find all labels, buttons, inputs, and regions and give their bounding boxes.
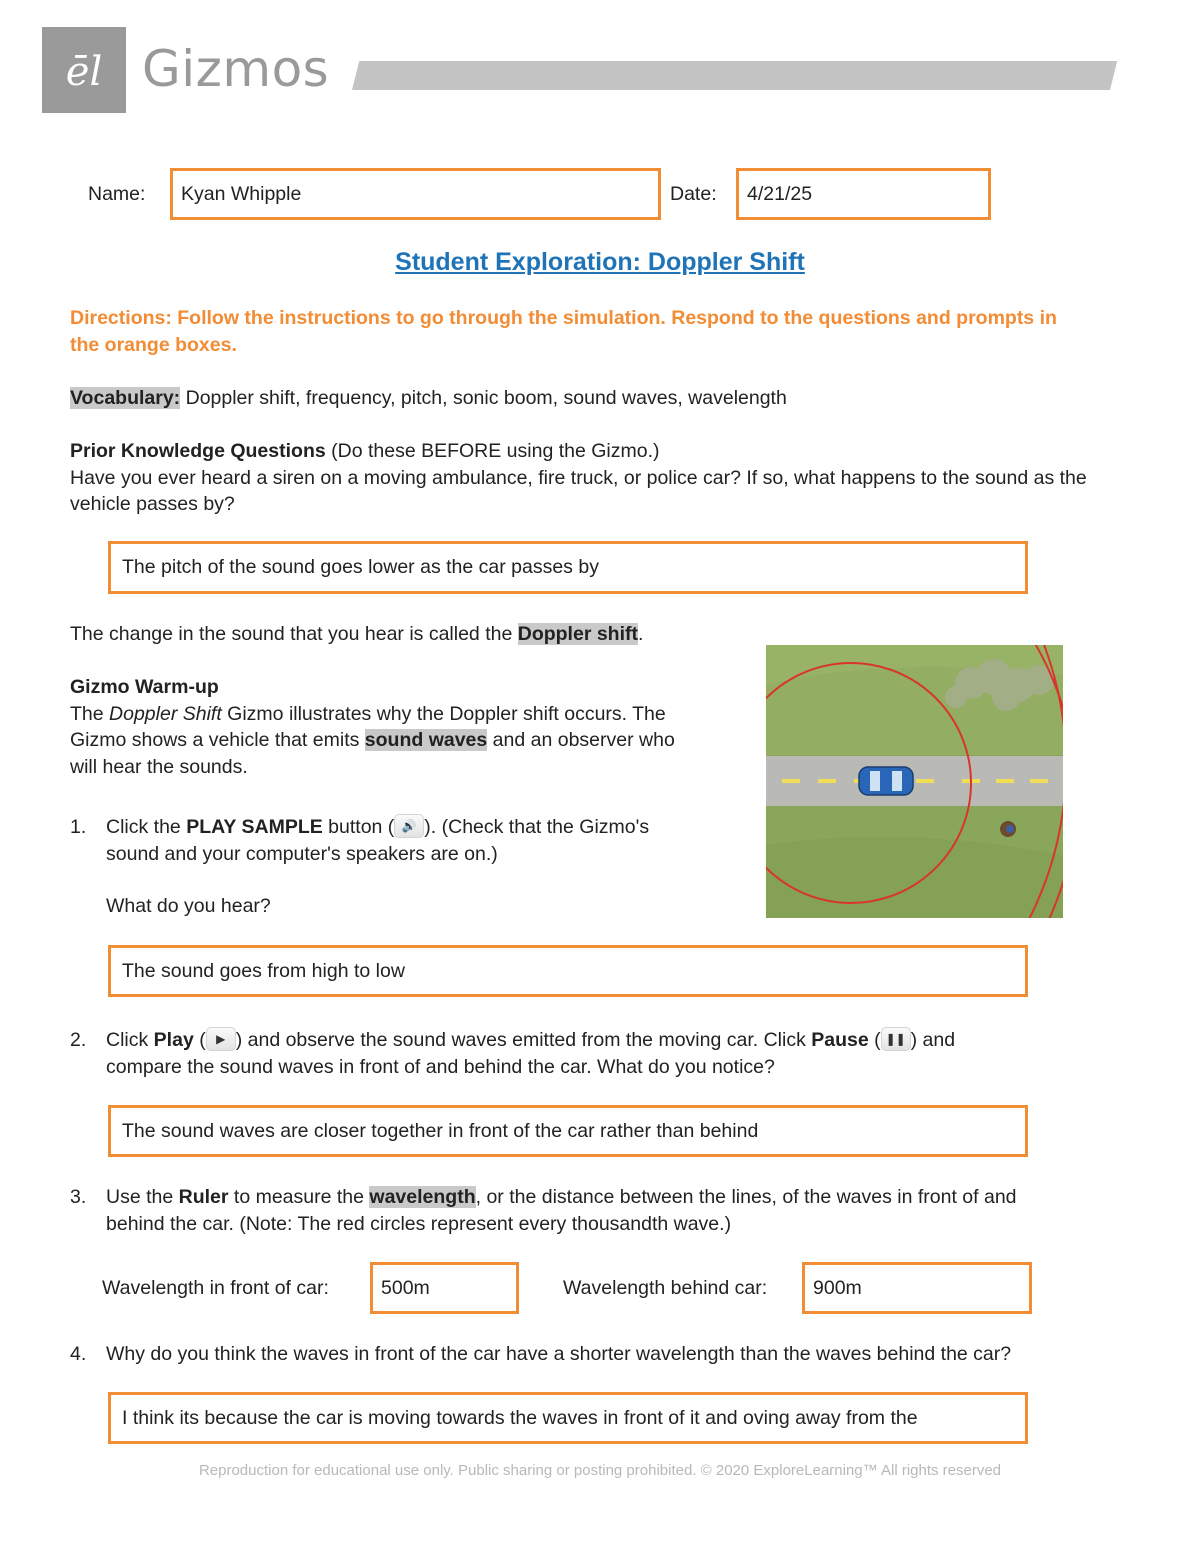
question-3 (106, 1184, 1146, 1237)
name-field[interactable] (170, 168, 661, 220)
gizmo-simulation-image (766, 645, 1063, 918)
warmup-text: Gizmo illustrates why the Doppler shift occurs. The (221, 702, 666, 725)
question-4: Why do you think the waves in front of the car have a shorter wavelength than the waves behind the car? (106, 1343, 1012, 1365)
warmup-gizmo-name: Doppler Shift (109, 702, 222, 725)
warmup-text: Gizmo shows a vehicle that emits (70, 729, 365, 751)
footer: Reproduction for educational use only. Public sharing or posting prohibited. © 2020 ExploreLearning™ All rights reserved (198, 1462, 1002, 1479)
question-text: compare the sound waves in front of and behind the car. What do you notice? (106, 1055, 775, 1078)
play-term: Play (153, 1029, 194, 1051)
prior-answer: The pitch of the sound goes lower as the car passes by (122, 556, 599, 578)
doppler-sentence (70, 621, 643, 648)
question-text: ( (193, 1029, 206, 1051)
question-text: to measure the (228, 1186, 370, 1208)
date-value: 4/21/25 (747, 182, 813, 205)
page-title: Student Exploration: Doppler Shift (395, 248, 805, 276)
road (766, 756, 1063, 806)
question-4-number: 4. (70, 1343, 87, 1365)
speaker-icon[interactable]: 🔊 (394, 814, 424, 838)
vocabulary-label: Vocabulary: (70, 387, 181, 409)
warmup-text: and an observer who (487, 729, 675, 751)
ruler-term: Ruler (178, 1186, 229, 1208)
question-4-answer-box[interactable] (108, 1392, 1028, 1444)
date-label: Date: (670, 183, 717, 205)
car-icon (859, 767, 913, 795)
question-text: ). (Check that the Gizmo's (424, 816, 650, 838)
question-text: Use the (106, 1186, 179, 1208)
play-sample-term: PLAY SAMPLE (186, 816, 323, 838)
vocabulary (70, 385, 1130, 412)
observer-icon (1000, 821, 1016, 837)
directions: Directions: Follow the instructions to go through the simulation. Respond to the questions and prompts in the orange boxes. (70, 307, 1057, 356)
behind-wavelength-value: 900m (813, 1276, 862, 1299)
prior-knowledge-question: Have you ever heard a siren on a moving ambulance, fire truck, or police car? If so, what happens to the sound as the vehicle passes by? (70, 466, 1087, 515)
question-text: ) and (910, 1029, 956, 1051)
logo-mark: ēl (65, 49, 103, 95)
question-text: ) and observe the sound waves emitted from the moving car. Click (235, 1029, 812, 1051)
explorelearning-logo (42, 27, 126, 113)
front-wavelength-value: 500m (381, 1276, 430, 1299)
prior-knowledge-heading: Prior Knowledge Questions (70, 440, 326, 462)
question-2-number: 2. (70, 1029, 87, 1051)
warmup-text: will hear the sounds. (70, 755, 248, 778)
wavelength-term: wavelength (369, 1186, 476, 1208)
question-text: sound and your computer's speakers are on.) (106, 842, 498, 865)
doppler-sentence-text: The change in the sound that you hear is called the (70, 623, 518, 645)
pause-term: Pause (811, 1029, 869, 1051)
vocabulary-terms: Doppler shift, frequency, pitch, sonic boom, sound waves, wavelength (180, 387, 787, 409)
question-text: ( (868, 1029, 881, 1051)
question-1 (106, 814, 766, 920)
header-bar (352, 61, 1117, 90)
date-field[interactable] (736, 168, 991, 220)
warmup-section (70, 674, 760, 780)
warmup-text: The (70, 702, 110, 725)
question-prompt: What do you hear? (106, 895, 271, 917)
question-1-answer-box[interactable] (108, 945, 1028, 997)
question-2-answer-box[interactable] (108, 1105, 1028, 1157)
doppler-shift-term: Doppler shift (517, 623, 638, 645)
sound-waves-term: sound waves (364, 729, 488, 751)
name-value: Kyan Whipple (181, 182, 302, 205)
prior-answer-box[interactable] (108, 541, 1028, 594)
question-2-answer: The sound waves are closer together in front of the car rather than behind (122, 1119, 759, 1142)
question-text: Click the (106, 816, 187, 838)
prior-knowledge-note: (Do these BEFORE using the Gizmo.) (325, 440, 660, 462)
brand-name: Gizmos (142, 40, 330, 98)
question-text: Click (106, 1029, 154, 1051)
front-wavelength-label: Wavelength in front of car: (102, 1277, 329, 1299)
question-text: behind the car. (Note: The red circles represent every thousandth wave.) (106, 1212, 732, 1235)
question-1-answer: The sound goes from high to low (122, 959, 405, 982)
behind-wavelength-field[interactable] (802, 1262, 1032, 1314)
behind-wavelength-label: Wavelength behind car: (563, 1277, 768, 1299)
question-3-number: 3. (70, 1186, 87, 1208)
question-text: , or the distance between the lines, of the waves in front of and (475, 1186, 1017, 1208)
question-4-answer: I think its because the car is moving towards the waves in front of it and oving away from the (122, 1406, 918, 1429)
name-label: Name: (88, 183, 146, 205)
question-text: button ( (322, 816, 395, 838)
question-1-number: 1. (70, 816, 87, 838)
prior-knowledge (70, 438, 1110, 518)
play-icon[interactable]: ▶ (206, 1027, 236, 1051)
pause-icon[interactable]: ❚❚ (881, 1027, 911, 1051)
doppler-sentence-end: . (637, 623, 644, 645)
question-2 (106, 1027, 1106, 1080)
front-wavelength-field[interactable] (370, 1262, 519, 1314)
warmup-heading: Gizmo Warm-up (70, 676, 219, 698)
